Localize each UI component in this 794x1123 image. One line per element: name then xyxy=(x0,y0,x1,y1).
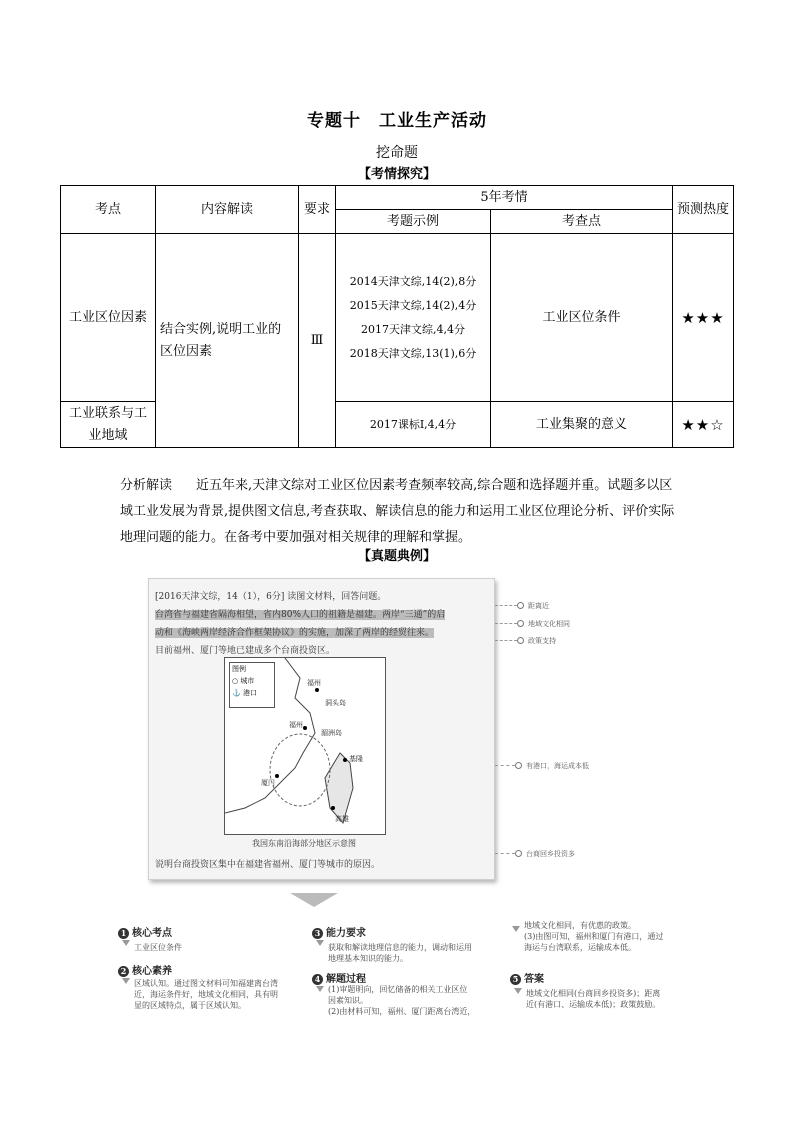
arrow-down-icon xyxy=(122,978,130,984)
legend-port: ⚓ 港口 xyxy=(232,689,257,697)
annotation-dot-4 xyxy=(515,762,522,769)
material-line-3: 目前福州、厦门等地已建成多个台商投资区。 xyxy=(155,646,336,656)
legend-title: 图例 xyxy=(232,665,246,673)
number-2-icon: 2 xyxy=(118,966,129,977)
exam-table xyxy=(60,185,734,448)
coastal-map xyxy=(224,657,386,835)
example-4: 2018天津文综,13(1),6分 xyxy=(349,346,477,360)
map-label-meizhou: 湄洲岛 xyxy=(321,729,342,737)
annotation-distance: 距离近 xyxy=(528,602,549,610)
row2-example: 2017课标Ⅰ,4,4分 xyxy=(336,402,491,448)
arrow-down-icon xyxy=(122,940,130,946)
map-label-fuzhou-north: 福州 xyxy=(307,679,321,687)
annotation-dot-5 xyxy=(515,850,522,857)
row1-examples xyxy=(336,234,491,402)
question-card xyxy=(148,578,495,880)
annotation-culture: 地域文化相同 xyxy=(528,620,570,628)
answer-heading: 5 答案 xyxy=(510,970,544,985)
example-1: 2014天津文综,14(2),8分 xyxy=(349,274,477,288)
map-label-gaoxiong: 高雄 xyxy=(335,815,349,823)
arrow-down-icon xyxy=(514,988,522,994)
map-label-dongtou: 洞头岛 xyxy=(325,699,346,707)
annotation-line-2 xyxy=(495,623,517,624)
analysis-text: 近五年来,天津文综对工业区位因素考查频率较高,综合题和选择题并重。试题多以区域工业发展为背景,提供图文信息,考查获取、解读信息的能力和运用工业区位理论分析、评价实际地理问题的能力。在备考中要加强对相关规律的理解和掌握。 xyxy=(120,478,675,545)
header-point: 考查点 xyxy=(491,210,673,234)
row1-yaoqiu: Ⅲ xyxy=(299,234,336,448)
number-3-icon: 3 xyxy=(312,928,323,939)
core-literacy-heading: 2 核心素养 xyxy=(118,962,172,977)
row1-neirong: 结合实例,说明工业的区位因素 xyxy=(156,234,299,448)
header-neirong: 内容解读 xyxy=(156,186,299,234)
page-title: 专题十 工业生产活动 xyxy=(307,111,487,131)
annotation-line-1 xyxy=(495,605,517,606)
question-source: [2016天津文综，14（1），6分] 读图文材料，回答问题。 xyxy=(155,592,387,602)
core-point-text: 工业区位条件 xyxy=(134,943,182,952)
annotation-investment: 台商回乡投资多 xyxy=(526,850,575,858)
analysis-lead: 分析解读 xyxy=(120,478,173,493)
legend-city: ○ 城市 xyxy=(232,677,255,685)
section-heading-exam-analysis: 【考情探究】 xyxy=(357,167,436,182)
section-heading-typical-question: 【真题典例】 xyxy=(357,549,436,564)
map-label-fuzhou: 福州 xyxy=(289,721,303,729)
material-line-1: 台湾省与福建省隔海相望，省内80%人口的祖籍是福建。两岸“三通”的启 xyxy=(155,610,446,620)
annotation-dot-3 xyxy=(517,637,524,644)
core-point-heading: 1 核心考点 xyxy=(118,924,172,939)
row1-kaodian: 工业区位因素 xyxy=(61,234,156,402)
annotation-dot-2 xyxy=(517,620,524,627)
example-2: 2015天津文综,14(2),4分 xyxy=(349,298,477,312)
map-caption: 我国东南沿海部分地区示意图 xyxy=(252,839,356,848)
core-literacy-text: 区域认知。通过图文材料可知福建离台湾 近，海运条件好，地域文化相同，具有明 显的区域特点，属于区域认知。 xyxy=(134,979,278,1010)
annotation-policy: 政策支持 xyxy=(528,637,556,645)
row2-point: 工业集聚的意义 xyxy=(491,402,673,448)
material-line-2: 动和《海峡两岸经济合作框架协议》的实施，加深了两岸的经贸往来。 xyxy=(155,628,435,638)
header-kaodian: 考点 xyxy=(61,186,156,234)
down-arrow-icon xyxy=(290,893,338,907)
question-text: 说明台商投资区集中在福建省福州、厦门等城市的原因。 xyxy=(155,860,381,870)
number-4-icon: 4 xyxy=(312,974,323,985)
annotation-dot-1 xyxy=(517,602,524,609)
example-3: 2017天津文综,4,4分 xyxy=(361,322,465,336)
annotation-line-3 xyxy=(495,640,517,641)
header-yaoqiu: 要求 xyxy=(299,186,336,234)
row1-heat: ★★★ xyxy=(673,234,734,402)
header-five-year: 5年考情 xyxy=(336,186,673,210)
process-text: (1)审题明向，回忆储备的相关工业区位 因素知识。 (2)由材料可知，福州、厦门距离台湾近， xyxy=(328,985,476,1016)
process-continued-text: 地域文化相同，有优惠的政策。 (3)由图可知，福州和厦门有港口，通过 海运与台湾联系，运输成本低。 xyxy=(524,921,664,952)
arrow-down-icon xyxy=(316,986,324,992)
annotation-port: 有港口，海运成本低 xyxy=(526,762,589,770)
header-heat: 预测热度 xyxy=(673,186,734,234)
analysis-paragraph xyxy=(120,473,680,551)
arrow-down-icon xyxy=(316,940,324,946)
arrow-down-icon xyxy=(512,926,520,932)
map-legend xyxy=(229,662,275,708)
answer-text: 地域文化相同(台商回乡投资多)；距离 近(有港口、运输成本低)；政策鼓励。 xyxy=(526,989,661,1009)
process-heading: 4 解题过程 xyxy=(312,970,366,985)
row2-kaodian: 工业联系与工业地域 xyxy=(61,402,156,448)
subtitle: 挖命题 xyxy=(376,145,418,161)
ability-heading: 3 能力要求 xyxy=(312,924,366,939)
number-5-icon: 5 xyxy=(510,974,521,985)
annotation-line-5 xyxy=(495,853,515,854)
row2-heat: ★★☆ xyxy=(673,402,734,448)
map-label-jilong: 基隆 xyxy=(349,755,363,763)
annotation-line-4 xyxy=(495,765,515,766)
solution-panel xyxy=(110,912,700,1030)
ability-text: 获取和解读地理信息的能力，调动和运用 地理基本知识的能力。 xyxy=(328,943,472,963)
map-label-xiamen: 厦门 xyxy=(261,779,275,787)
header-example: 考题示例 xyxy=(336,210,491,234)
number-1-icon: 1 xyxy=(118,928,129,939)
row1-point: 工业区位条件 xyxy=(491,234,673,402)
